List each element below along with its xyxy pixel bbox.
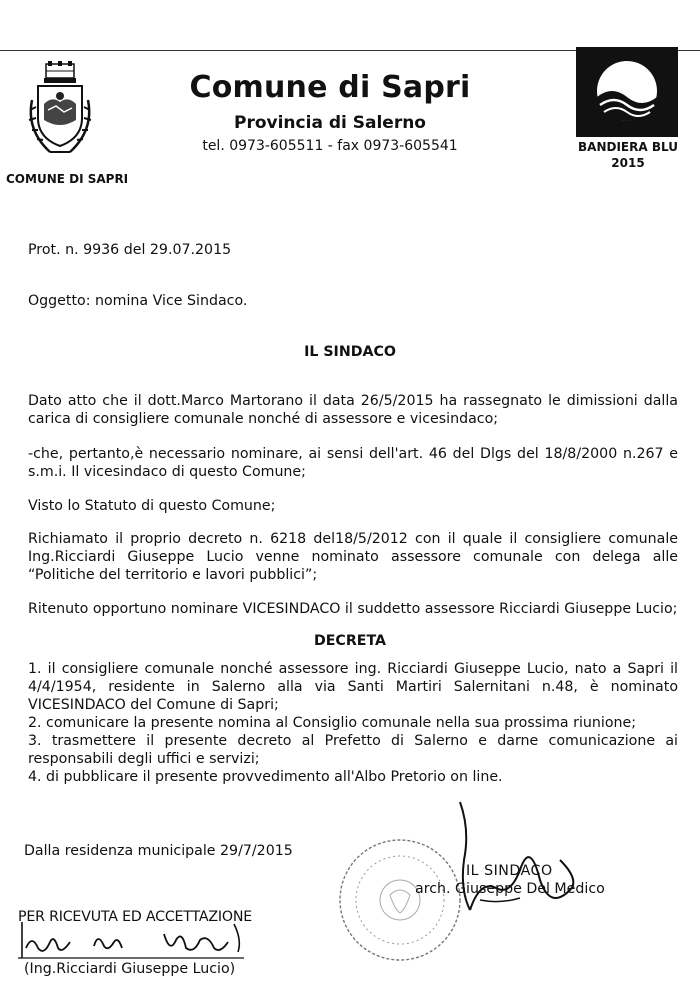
- blue-flag-logo-icon: [576, 47, 678, 137]
- list-item: 3. trasmettere il presente decreto al Prefetto di Salerno e darne comunicazione ai responsabili degli uffici e servizi;: [28, 733, 678, 767]
- paragraph: Richiamato il proprio decreto n. 6218 del18/5/2012 con il quale il consigliere comunale Ing.Ricciardi Giuseppe Lucio venne nominato assessore comunale con delega alle “Politiche del territorio e lavori pubblici”;: [28, 531, 678, 583]
- place-date: Dalla residenza municipale 29/7/2015: [24, 843, 293, 859]
- mayor-name: arch. Giuseppe Del Medico: [415, 881, 605, 897]
- paragraph: Visto lo Statuto di questo Comune;: [28, 498, 276, 514]
- protocol-number: Prot. n. 9936 del 29.07.2015: [28, 242, 232, 258]
- list-item: 1. il consigliere comunale nonché assessore ing. Ricciardi Giuseppe Lucio, nato a Sapri il 4/4/1954, residente in Salerno alla via Santi Martiri Salernitani n.48, è nominato VICESINDACO del Comune di Sapri;: [28, 661, 678, 713]
- crest-caption: COMUNE DI SAPRI: [6, 172, 129, 186]
- receipt-name: (Ing.Ricciardi Giuseppe Lucio): [24, 961, 236, 977]
- contact-line: tel. 0973-605511 - fax 0973-605541: [202, 138, 458, 154]
- receipt-label: PER RICEVUTA ED ACCETTAZIONE: [18, 909, 253, 925]
- receipt-signature-icon: [14, 920, 254, 965]
- mayor-role: IL SINDACO: [466, 863, 553, 879]
- list-item: 4. di pubblicare il presente provvedimento all'Albo Pretorio on line.: [28, 769, 503, 785]
- paragraph: Ritenuto opportuno nominare VICESINDACO il suddetto assessore Ricciardi Giuseppe Lucio;: [28, 601, 678, 617]
- paragraph: -che, pertanto,è necessario nominare, ai sensi dell'art. 46 del Dlgs del 18/8/2000 n.267 e s.m.i. Il vicesindaco di questo Comune;: [28, 446, 678, 480]
- mayor-signature-icon: [440, 800, 590, 920]
- crest-icon: [20, 60, 100, 170]
- paragraph: Dato atto che il dott.Marco Martorano il data 26/5/2015 ha rassegnato le dimissioni dalla carica di consigliere comunale nonché di assessore e vicesindaco;: [28, 393, 678, 427]
- list-item: 2. comunicare la presente nomina al Consiglio comunale nella sua prossima riunione;: [28, 715, 636, 731]
- province-subtitle: Provincia di Salerno: [234, 113, 426, 133]
- flag-caption: BANDIERA BLU: [578, 140, 678, 154]
- decree-heading: DECRETA: [313, 633, 387, 649]
- flag-year: 2015: [611, 156, 645, 170]
- page-title: Comune di Sapri: [189, 70, 471, 105]
- subject-line: Oggetto: nomina Vice Sindaco.: [28, 293, 248, 309]
- section-heading: IL SINDACO: [304, 344, 396, 360]
- decree-list: [28, 660, 678, 786]
